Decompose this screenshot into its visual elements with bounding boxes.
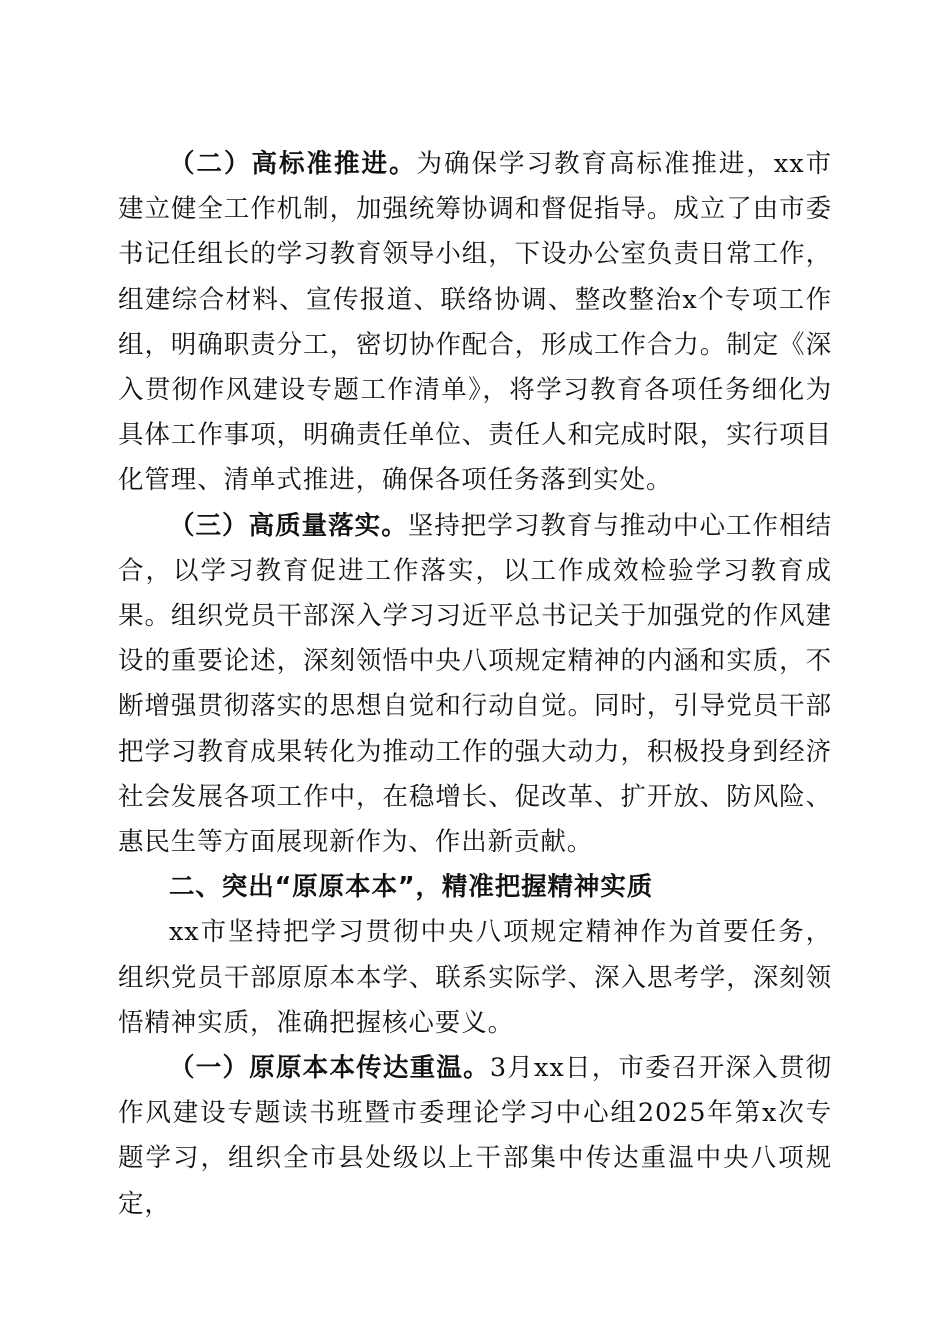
paragraph-lead: （三）高质量落实。	[169, 510, 408, 541]
paragraph-lead: （一）原原本本传达重温。	[169, 1053, 490, 1084]
section-heading: 二、突出“原原本本”，精准把握精神实质	[169, 872, 654, 903]
paragraph-lead: （二）高标准推进。	[169, 149, 417, 179]
paragraph-convey-review	[118, 1046, 832, 1227]
paragraph-body: 为确保学习教育高标准推进，xx市建立健全工作机制，加强统筹协调和督促指导。成立了由市委书记任组长的学习教育领导小组，下设办公室负责日常工作，组建综合材料、宣传报道、联络协调、整改整治x个专项工作组，明确职责分工，密切协作配合，形成工作合力。制定《深入贯彻作风建设专题工作清单》，将学习教育各项任务细化为具体工作事项，明确责任单位、责任人和完成时限，实行项目化管理、清单式推进，确保各项任务落到实处。	[118, 149, 832, 496]
section-intro: xx市坚持把学习贯彻中央八项规定精神作为首要任务，组织党员干部原原本本学、联系实际学、深入思考学，深刻领悟精神实质，准确把握核心要义。	[118, 917, 832, 1038]
paragraph-body: 坚持把学习教育与推动中心工作相结合，以学习教育促进工作落实，以工作成效检验学习教育成果。组织党员干部深入学习习近平总书记关于加强党的作风建设的重要论述，深刻领悟中央八项规定精神的内涵和实质，不断增强贯彻落实的思想自觉和行动自觉。同时，引导党员干部把学习教育成果转化为推动工作的强大动力，积极投身到经济社会发展各项工作中，在稳增长、促改革、扩开放、防风险、惠民生等方面展现新作为、作出新贡献。	[118, 510, 833, 858]
paragraph-body: 3月xx日，市委召开深入贯彻作风建设专题读书班暨市委理论学习中心组2025年第x次专题学习，组织全市县处级以上干部集中传达重温中央八项规定，	[118, 1053, 832, 1219]
document-page	[118, 142, 832, 1227]
paragraph-high-quality	[118, 504, 832, 866]
paragraph-high-standard	[118, 142, 832, 504]
